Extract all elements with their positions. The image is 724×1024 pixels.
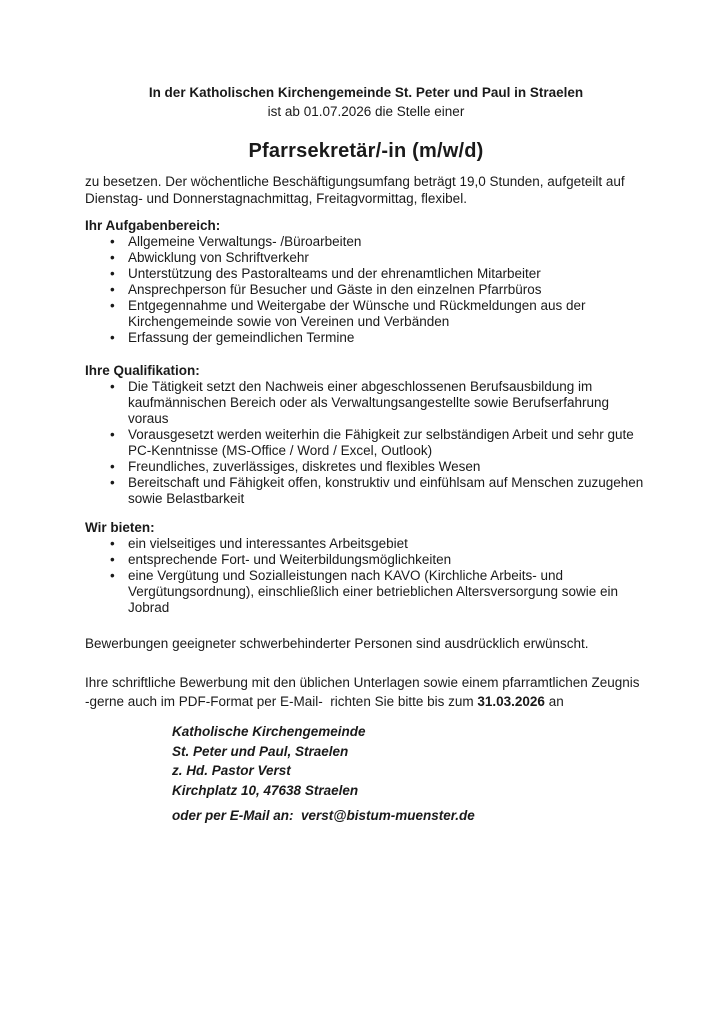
bullet-item: • ein vielseitiges und interessantes Arbeitsgebiet	[85, 536, 647, 552]
postal-address-block	[172, 722, 647, 800]
bullet-item: • Freundliches, zuverlässiges, diskretes und flexibles Wesen	[85, 459, 647, 475]
bullet-item: • Erfassung der gemeindlichen Termine	[85, 330, 647, 346]
section-heading-qualifikation: Ihre Qualifikation:	[85, 363, 200, 378]
document-content	[85, 0, 647, 826]
bullet-item: • Abwicklung von Schriftverkehr	[85, 250, 647, 266]
bullet-item: • Vorausgesetzt werden weiterhin die Fähigkeit zur selbständigen Arbeit und sehr gute PC-Kenntnisse (MS-Office / Word / Excel, Outlook)	[85, 427, 647, 459]
email-label: oder per E-Mail an:	[172, 808, 302, 823]
address-line-parish: St. Peter und Paul, Straelen	[172, 743, 349, 759]
bullet-item: • entsprechende Fort- und Weiterbildungsmöglichkeiten	[85, 552, 647, 568]
address-line-attention: z. Hd. Pastor Verst	[172, 763, 291, 778]
section-heading-wir-bieten: Wir bieten:	[85, 520, 155, 535]
application-deadline: 31.03.2026	[477, 694, 545, 709]
email-address: verst@bistum-muenster.de	[301, 808, 475, 823]
bullet-item: • Entgegennahme und Weitergabe der Wünsche und Rückmeldungen aus der Kirchengemeinde sowie von Vereinen und Verbänden	[85, 298, 647, 330]
equal-opportunity-note: Bewerbungen geeigneter schwerbehinderter Personen sind ausdrücklich erwünscht.	[85, 636, 589, 651]
application-instructions	[85, 673, 647, 711]
bullet-item: • Die Tätigkeit setzt den Nachweis einer abgeschlossenen Berufsausbildung im kaufmännischen Bereich oder als Verwaltungsangestellte sowie Berufserfahrung voraus	[85, 379, 647, 427]
bullet-item: • Ansprechperson für Besucher und Gäste in den einzelnen Pfarrbüros	[85, 282, 647, 298]
address-line-street: Kirchplatz 10, 47638 Straelen	[172, 782, 359, 798]
bullet-list-wir-bieten	[85, 536, 647, 616]
header-line-1: In der Katholischen Kirchengemeinde St. Peter und Paul in Straelen	[148, 85, 584, 100]
application-text-before: Ihre schriftliche Bewerbung mit den üblichen Unterlagen sowie einem pfarramtlichen Zeugnis -gerne auch im PDF-Format per E-Mail- richten Sie bitte bis zum	[85, 675, 644, 709]
section-heading-aufgabenbereich: Ihr Aufgabenbereich:	[85, 218, 221, 233]
bullet-list-aufgabenbereich	[85, 234, 647, 346]
address-line-organization: Katholische Kirchengemeinde	[172, 724, 366, 739]
bullet-item: • Unterstützung des Pastoralteams und der ehrenamtlichen Mitarbeiter	[85, 266, 647, 282]
intro-paragraph: zu besetzen. Der wöchentliche Beschäftigungsumfang beträgt 19,0 Stunden, aufgeteilt auf Dienstag- und Donnerstagnachmittag, Freitagvormittag, flexibel.	[85, 174, 625, 206]
bullet-item: • Bereitschaft und Fähigkeit offen, konstruktiv und einfühlsam auf Menschen zuzugehen sowie Belastbarkeit	[85, 475, 647, 507]
job-title: Pfarrsekretär/-in (m/w/d)	[248, 140, 484, 162]
header-line-2: ist ab 01.07.2026 die Stelle einer	[267, 104, 465, 119]
bullet-item: • Allgemeine Verwaltungs- /Büroarbeiten	[85, 234, 647, 250]
bullet-item: • eine Vergütung und Sozialleistungen nach KAVO (Kirchliche Arbeits- und Vergütungsordnung), einschließlich einer betrieblichen Altersversorgung sowie ein Jobrad	[85, 568, 647, 616]
bullet-list-qualifikation	[85, 379, 647, 507]
email-contact-line	[172, 806, 647, 826]
application-text-after: an	[544, 694, 564, 709]
